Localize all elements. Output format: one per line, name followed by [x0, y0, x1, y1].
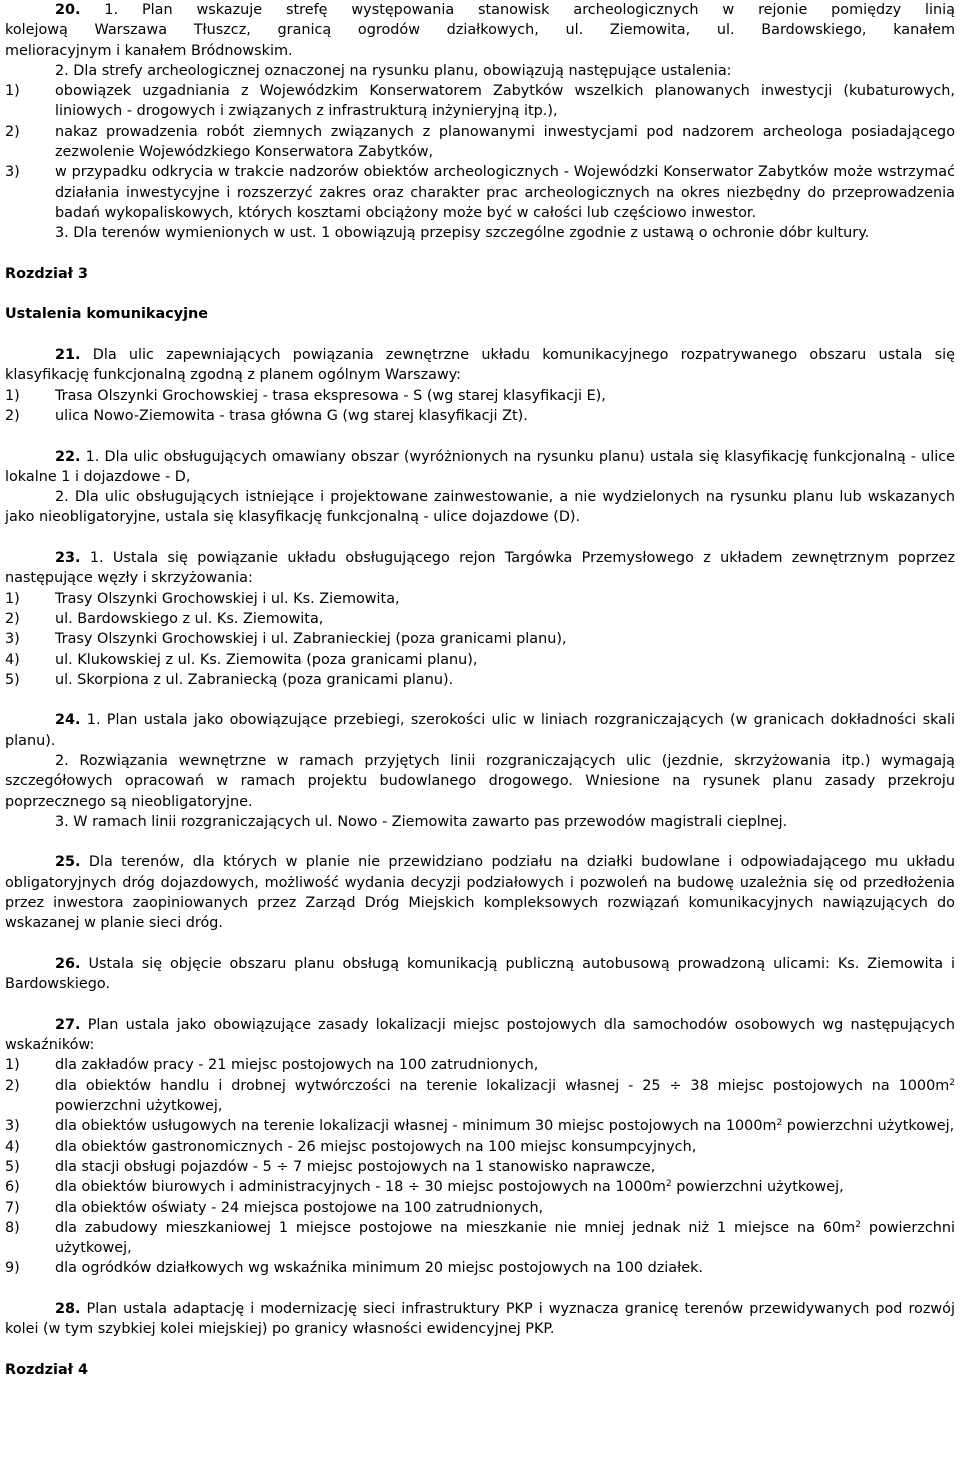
s20-item-2: 2) nakaz prowadzenia robót ziemnych związanych z planowanymi inwestycjami pod nadzorem archeologa posiadającego zezwolenie Wojewódzkiego Konserwatora Zabytków,	[5, 123, 955, 161]
s22-para2: 2. Dla ulic obsługujących istniejące i projektowane zainwestowanie, a nie wydzielonych na rysunku planu lub wskazanych jako nieobligatoryjne, ustala się klasyfikację funkcjonalną - ulice dojazdowe (D).	[5, 489, 955, 526]
s22-number: 22.	[55, 448, 81, 465]
s23-item-1: 1) Trasy Olszynki Grochowskiej i ul. Ks. Ziemowita,	[5, 590, 400, 607]
s25-number: 25.	[55, 854, 81, 871]
s27-item-1: 1) dla zakładów pracy - 21 miejsc postojowych na 100 zatrudnionych,	[5, 1057, 539, 1074]
s23-item-3: 3) Trasy Olszynki Grochowskiej i ul. Zabranieckiej (poza granicami planu),	[5, 631, 567, 648]
s27-number: 27.	[55, 1016, 81, 1033]
s27-item-8: 8) dla zabudowy mieszkaniowej 1 miejsce postojowe na mieszkanie nie mniej jednak niż 1 miejsce na $60m^2$ powierzchni użytkowej,	[5, 1219, 956, 1257]
s20-line2: kolejową Warszawa Tłuszcz, granicą ogrodów działkowych, ul. Ziemowita, ul. Bardowskiego, kanałem	[5, 22, 955, 39]
s23-number: 23.	[55, 550, 81, 567]
s21-intro: 21. Dla ulic zapewniających powiązania zewnętrzne układu komunikacyjnego rozpatrywanego obszaru ustala się klasyfikację funkcjonalną zgodną z planem ogólnym Warszawy:	[5, 347, 955, 384]
s21-item-1: 1) Trasa Olszynki Grochowskiej - trasa ekspresowa - S (wg starej klasyfikacji E),	[5, 387, 606, 404]
s24-number: 24.	[55, 712, 81, 729]
s28-number: 28.	[55, 1301, 81, 1317]
chapter-4-title: Rozdział 4	[5, 1361, 89, 1378]
s21-number: 21.	[55, 347, 81, 364]
s27-item-2: 2) dla obiektów handlu i drobnej wytwórczości na terenie lokalizacji własnej - 25 ÷ 38 miejsc postojowych na $1000m^2$ powierzchni użytkowej,	[5, 1077, 955, 1115]
chapter-3-title: Rozdział 3	[5, 265, 89, 282]
s27-item-7: 7) dla obiektów oświaty - 24 miejsca postojowe na 100 zatrudnionych,	[5, 1199, 544, 1216]
s20-line1: 20. 1. Plan wskazuje strefę występowania stanowisk archeologicznych w rejonie pomiędzy linią	[55, 2, 955, 18]
s25-para: 25. Dla terenów, dla których w planie nie przewidziano podziału na działki budowlane i odpowiadającego mu układu obligatoryjnych dróg dojazdowych, możliwość wydania decyzji podziałowych i pozwoleń na budowę uzależnia się od przedłożenia przez inwestora zaopiniowanych przez Zarząd Dróg Miejskich kompleksowych rozwiązań komunikacyjnych nawiązujących do wskazanej w planie sieci dróg.	[5, 854, 955, 932]
s23-para1: 23. 1. Ustala się powiązanie układu obsługującego rejon Targówka Przemysłowego z układem zewnętrznym poprzez następujące węzły i skrzyżowania:	[5, 550, 955, 587]
s27-intro: 27. Plan ustala jako obowiązujące zasady lokalizacji miejsc postojowych dla samochodów osobowych wg następujących wskaźników:	[5, 1016, 955, 1054]
s27-item-4: 4) dla obiektów gastronomicznych - 26 miejsc postojowych na 100 miejsc konsumpcyjnych,	[5, 1138, 697, 1155]
s27-item-9: 9) dla ogródków działkowych wg wskaźnika minimum 20 miejsc postojowych na 100 działek.	[5, 1260, 703, 1277]
s24-para3: 3. W ramach linii rozgraniczających ul. Nowo - Ziemowita zawarto pas przewodów magistrali cieplnej.	[55, 813, 788, 830]
s27-item-3: 3) dla obiektów usługowych na terenie lokalizacji własnej - minimum 30 miejsc postojowych na $1000m^2$ powierzchni użytkowej,	[5, 1118, 955, 1135]
s22-para1: 22. 1. Dla ulic obsługujących omawiany obszar (wyróżnionych na rysunku planu) ustala się klasyfikację funkcjonalną - ulice lokalne 1 i dojazdowe - D,	[5, 448, 955, 485]
s20-number: 20.	[55, 2, 81, 18]
s23-item-2: 2) ul. Bardowskiego z ul. Ks. Ziemowita,	[5, 610, 324, 627]
s26-para: 26. Ustala się objęcie obszaru planu obsługą komunikacją publiczną autobusową prowadzoną ulicami: Ks. Ziemowita i Bardowskiego.	[5, 955, 955, 993]
s20-line3: melioracyjnym i kanałem Bródnowskim.	[5, 42, 293, 59]
s24-para1: 24. 1. Plan ustala jako obowiązujące przebiegi, szerokości ulic w liniach rozgraniczających (w granicach dokładności skali planu).	[5, 712, 955, 749]
s20-para3: 3. Dla terenów wymienionych w ust. 1 obowiązują przepisy szczególne zgodnie z ustawą o ochronie dóbr kultury.	[55, 225, 870, 242]
s24-para2: 2. Rozwiązania wewnętrzne w ramach przyjętych linii rozgraniczających ulic (jezdnie, skrzyżowania itp.) wymagają szczegółowych opracowań w ramach projektu budowlanego drogowego. Wniesione na rysunek planu zasady przekroju poprzecznego są nieobligatoryjne.	[5, 752, 955, 810]
s28-para: 28. Plan ustala adaptację i modernizację sieci infrastruktury PKP i wyznacza granicę terenów przewidywanych pod rozwój kolei (w tym szybkiej kolei miejskiej) po granicy własności ewidencyjnej PKP.	[5, 1301, 955, 1338]
chapter-3-subtitle: Ustalenia komunikacyjne	[5, 306, 209, 323]
s23-item-5: 5) ul. Skorpiona z ul. Zabraniecką (poza granicami planu).	[5, 671, 454, 688]
s23-item-4: 4) ul. Klukowskiej z ul. Ks. Ziemowita (poza granicami planu),	[5, 651, 478, 668]
s20-para2: 2. Dla strefy archeologicznej oznaczonej na rysunku planu, obowiązują następujące ustalenia:	[55, 62, 732, 79]
s21-item-2: 2) ulica Nowo-Ziemowita - trasa główna G (wg starej klasyfikacji Zt).	[5, 407, 528, 424]
s26-number: 26.	[55, 955, 81, 972]
s20-item-1: 1) obowiązek uzgadniania z Wojewódzkim Konserwatorem Zabytków wszelkich planowanych inwestycji (kubaturowych, liniowych - drogowych i związanych z infrastrukturą inżynieryjną itp.),	[5, 83, 955, 120]
s27-item-5: 5) dla stacji obsługi pojazdów - 5 ÷ 7 miejsc postojowych na 1 stanowisko naprawcze,	[5, 1158, 656, 1175]
s27-item-6: 6) dla obiektów biurowych i administracyjnych - 18 ÷ 30 miejsc postojowych na $1000m^2$ powierzchni użytkowej,	[5, 1179, 844, 1196]
s20-item-3: 3) w przypadku odkrycia w trakcie nadzorów obiektów archeologicznych - Wojewódzki Konserwator Zabytków może wstrzymać działania inwestycyjne i rozszerzyć zakres oraz charakter prac archeologicznych na okres niezbędny do przeprowadzenia badań wykopaliskowych, których kosztami obciążony może być w całości lub częściowo inwestor.	[5, 164, 955, 221]
